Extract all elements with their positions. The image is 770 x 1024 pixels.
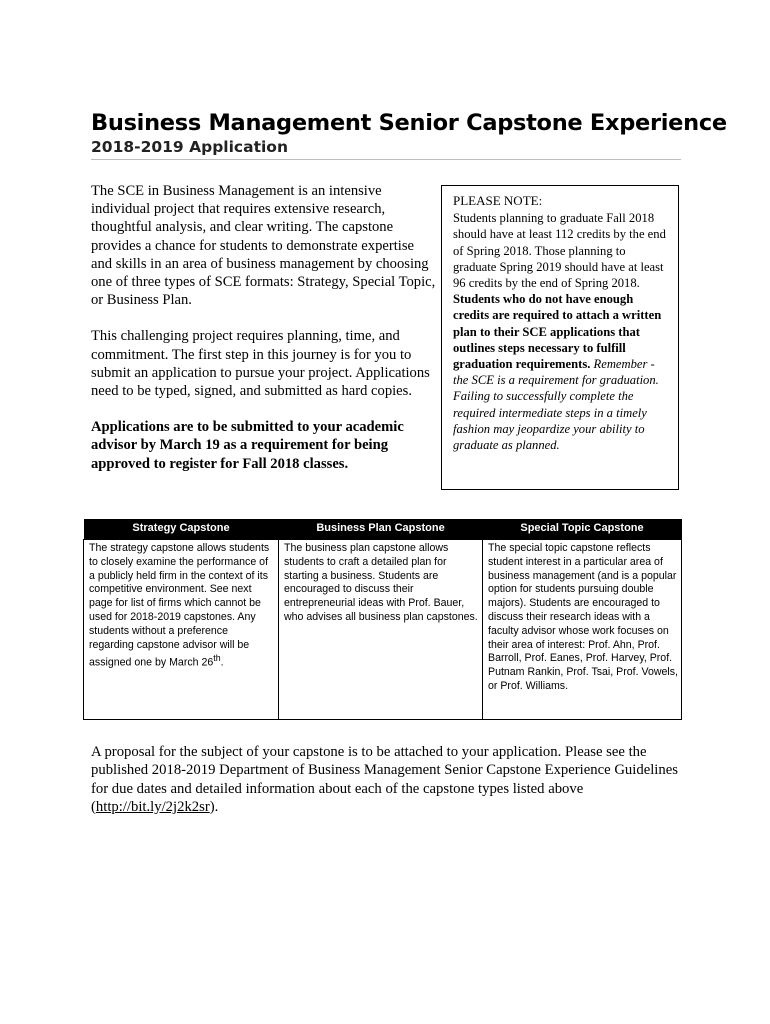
note-heading: PLEASE NOTE: <box>453 193 543 208</box>
strategy-capstone-description: The strategy capstone allows students to closely examine the performance of a publicly held firm in the context of its competitive environment. See next page for list of firms which cannot be used for 2018-2019 capstones. Any students without a preference regarding capstone advisor will be assigned one by March 26 <box>89 542 270 669</box>
note-warning-text: Students who do not have enough credits are required to attach a written plan to their SCE applications that outlines steps necessary to fulfill graduation requirements. <box>453 292 662 372</box>
header-special-topic-capstone: Special Topic Capstone <box>483 519 682 540</box>
closing-paragraph <box>91 743 681 816</box>
business-plan-capstone-cell: The business plan capstone allows students to craft a detailed plan for starting a business. Students are encouraged to discuss their entrepreneurial ideas with Prof. Bauer, who advises all business plan capstones. <box>279 540 483 720</box>
note-reminder-text: Remember - the SCE is a requirement for graduation. Failing to successfully complete the required intermediate steps in a timely fashion may jeopardize your ability to graduate as planned. <box>453 357 659 453</box>
please-note-box <box>441 185 679 490</box>
document-title: Business Management Senior Capstone Experience <box>91 110 727 136</box>
strategy-capstone-cell <box>84 540 279 720</box>
guidelines-link[interactable]: http://bit.ly/2j2k2sr <box>95 798 210 815</box>
header-business-plan-capstone: Business Plan Capstone <box>279 519 483 540</box>
closing-end: ). <box>209 798 219 815</box>
special-topic-capstone-cell: The special topic capstone reflects student interest in a particular area of business management (and is a popular option for students pursuing double majors). Students are encouraged to discuss their research ideas with a faculty advisor whose work focuses on their area of interest: Prof. Ahn, Prof. Barroll, Prof. Eanes, Prof. Harvey, Prof. Putnam Rankin, Prof. Tsai, Prof. Vowels, or Prof. Williams. <box>483 540 682 720</box>
intro-paragraph: This challenging project requires planning, time, and commitment. The first step in this journey is for you to submit an application to pursue your project. Applications need to be typed, signed, and submitted as hard copies. <box>91 328 430 400</box>
ordinal-suffix: th <box>213 653 221 664</box>
document-subtitle: 2018-2019 Application <box>91 138 288 156</box>
capstone-types-table <box>83 519 682 720</box>
intro-paragraph: The SCE in Business Management is an intensive individual project that requires extensive research, thoughtful analysis, and clear writing. The capstone provides a chance for students to demonstrate expertise and skills in an area of business management by choosing one of three types of SCE formats: Strategy, Special Topic, or Business Plan. <box>91 183 436 309</box>
note-credits-text: Students planning to graduate Fall 2018 should have at least 112 credits by the end of Spring 2018. Those planning to graduate Spring 2019 should have at least 96 credits by the end of Spring 2018. <box>453 211 666 291</box>
header-strategy-capstone: Strategy Capstone <box>84 519 279 540</box>
deadline-paragraph: Applications are to be submitted to your academic advisor by March 19 as a requirement for being approved to register for Fall 2018 classes. <box>91 419 404 472</box>
table-row <box>84 540 682 720</box>
sentence-end: . <box>220 656 224 669</box>
intro-section <box>91 182 436 473</box>
title-divider <box>91 159 681 160</box>
closing-text: A proposal for the subject of your capstone is to be attached to your application. Please see the published 2018-2019 Department of Business Management Senior Capstone Experience Guidelines for due dates and detailed information about each of the capstone types listed above ( <box>91 744 678 815</box>
table-header-row <box>84 519 682 540</box>
